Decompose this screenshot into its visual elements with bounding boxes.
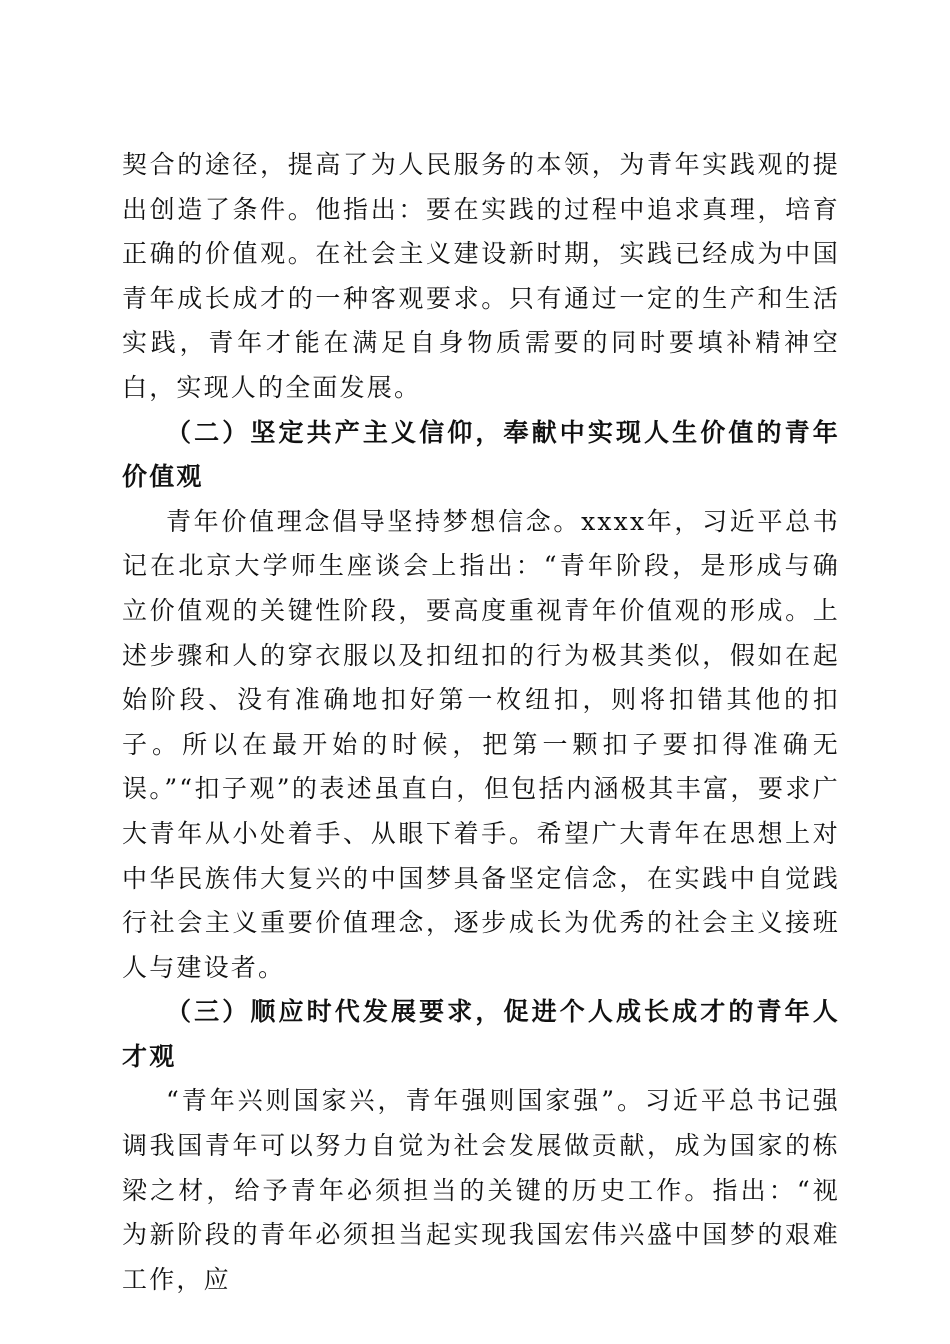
section-heading-3: （三）顺应时代发展要求，促进个人成长成才的青年人才观 [122, 997, 840, 1071]
document-page [122, 143, 840, 1302]
paragraph-1: 契合的途径，提高了为人民服务的本领，为青年实践观的提出创造了条件。他指出：要在实践的过程中追求真理，培育正确的价值观。在社会主义建设新时期，实践已经成为中国青年成长成才的一种客观要求。只有通过一定的生产和生活实践，青年才能在满足自身物质需要的同时要填补精神空白，实现人的全面发展。 [122, 150, 840, 402]
section-heading-2: （二）坚定共产主义信仰，奉献中实现人生价值的青年价值观 [122, 417, 840, 492]
paragraph-2: 青年价值理念倡导坚持梦想信念。xxxx年，习近平总书记在北京大学师生座谈会上指出：“青年阶段，是形成与确立价值观的关键性阶段，要高度重视青年价值观的形成。上述步骤和人的穿衣服以及扣纽扣的行为极其类似，假如在起始阶段、没有准确地扣好第一枚纽扣，则将扣错其他的扣子。所以在最开始的时候，把第一颗扣子要扣得准确无误。”“扣子观”的表述虽直白，但包括内涵极其丰富，要求广大青年从小处着手、从眼下着手。希望广大青年在思想上对中华民族伟大复兴的中国梦具备坚定信念，在实践中自觉践行社会主义重要价值理念，逐步成长为优秀的社会主义接班人与建设者。 [122, 506, 840, 982]
paragraph-3: “青年兴则国家兴，青年强则国家强”。习近平总书记强调我国青年可以努力自觉为社会发展做贡献，成为国家的栋梁之材，给予青年必须担当的关键的历史工作。指出：“视为新阶段的青年必须担当起实现我国宏伟兴盛中国梦的艰难工作，应 [122, 1086, 840, 1294]
